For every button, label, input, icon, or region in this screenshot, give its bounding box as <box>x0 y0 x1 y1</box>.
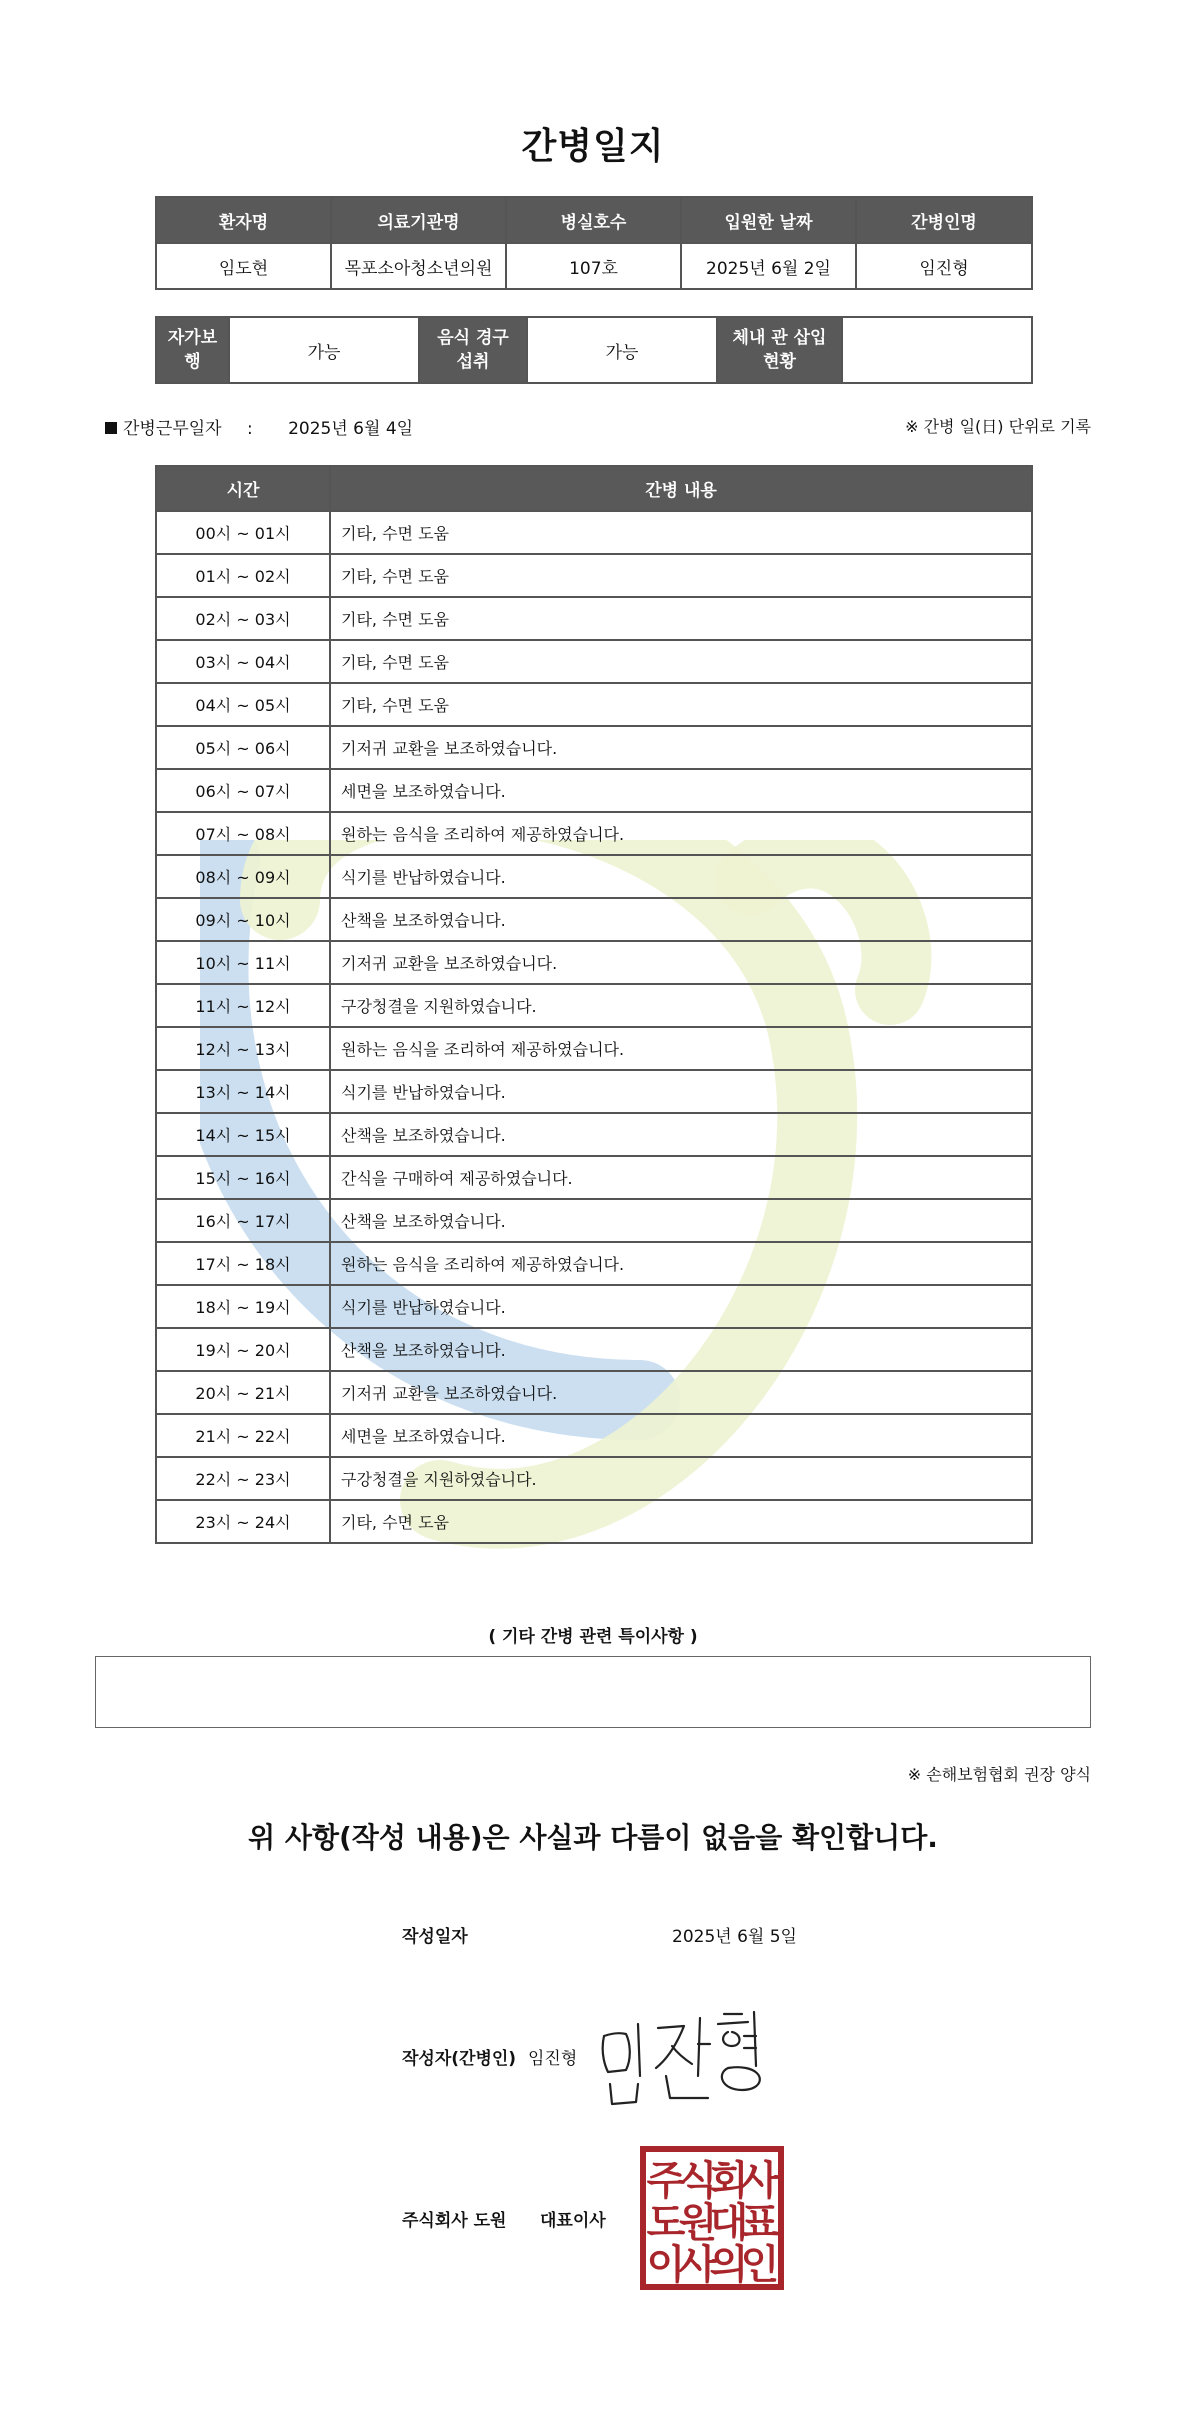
tube-label <box>717 317 842 383</box>
schedule-time: 19시 ~ 20시 <box>156 1328 330 1371</box>
schedule-row <box>156 1457 1032 1500</box>
schedule-row <box>156 597 1032 640</box>
daily-record-note: ※ 간병 일(日) 단위로 기록 <box>905 417 1091 436</box>
writer-label: 작성자(간병인) <box>402 2049 517 2069</box>
schedule-content: 식기를 반납하였습니다. <box>330 1070 1032 1113</box>
schedule-content: 기타, 수면 도움 <box>330 683 1032 726</box>
schedule-time: 02시 ~ 03시 <box>156 597 330 640</box>
schedule-time: 21시 ~ 22시 <box>156 1414 330 1457</box>
schedule-content: 식기를 반납하였습니다. <box>330 1285 1032 1328</box>
svg-text:회: 회 <box>709 2158 749 2204</box>
schedule-row <box>156 1328 1032 1371</box>
svg-text:사: 사 <box>678 2242 718 2288</box>
schedule-content: 기타, 수면 도움 <box>330 1500 1032 1543</box>
schedule-content: 구강청결을 지원하였습니다. <box>330 1457 1032 1500</box>
patient-status-table <box>155 316 1033 384</box>
association-note: ※ 손해보험협회 권장 양식 <box>907 1765 1091 1784</box>
schedule-content: 원하는 음식을 조리하여 제공하였습니다. <box>330 1242 1032 1285</box>
schedule-content: 구강청결을 지원하였습니다. <box>330 984 1032 1027</box>
written-date-label: 작성일자 <box>402 1927 468 1947</box>
company-seal-stamp <box>640 2146 784 2290</box>
svg-text:식: 식 <box>678 2158 718 2204</box>
signature-image <box>596 2006 778 2110</box>
self-care-label <box>156 317 229 383</box>
schedule-content: 세면을 보조하였습니다. <box>330 769 1032 812</box>
header-patient-name: 환자명 <box>156 197 331 243</box>
remarks-box <box>95 1656 1091 1728</box>
header-admission-date: 입원한 날짜 <box>681 197 856 243</box>
schedule-time: 12시 ~ 13시 <box>156 1027 330 1070</box>
schedule-row <box>156 812 1032 855</box>
schedule-content: 산책을 보조하였습니다. <box>330 898 1032 941</box>
schedule-time: 14시 ~ 15시 <box>156 1113 330 1156</box>
schedule-row <box>156 726 1032 769</box>
schedule-time: 03시 ~ 04시 <box>156 640 330 683</box>
schedule-row <box>156 1500 1032 1543</box>
schedule-header-row <box>156 466 1032 511</box>
schedule-content: 원하는 음식을 조리하여 제공하였습니다. <box>330 1027 1032 1070</box>
schedule-row <box>156 1371 1032 1414</box>
schedule-content: 세면을 보조하였습니다. <box>330 1414 1032 1457</box>
schedule-time: 22시 ~ 23시 <box>156 1457 330 1500</box>
schedule-time: 23시 ~ 24시 <box>156 1500 330 1543</box>
schedule-content: 기타, 수면 도움 <box>330 597 1032 640</box>
work-date-line <box>105 414 413 439</box>
schedule-row <box>156 1113 1032 1156</box>
schedule-row <box>156 1414 1032 1457</box>
self-care-value: 가능 <box>229 317 419 383</box>
schedule-row <box>156 511 1032 554</box>
svg-text:이: 이 <box>646 2242 686 2288</box>
schedule-content: 기저귀 교환을 보조하였습니다. <box>330 1371 1032 1414</box>
patient-info-table <box>155 196 1033 290</box>
schedule-time: 08시 ~ 09시 <box>156 855 330 898</box>
schedule-time: 07시 ~ 08시 <box>156 812 330 855</box>
remarks-title: ( 기타 간병 관련 특이사항 ) <box>488 1627 698 1647</box>
admission-date: 2025년 6월 2일 <box>681 243 856 289</box>
header-care-content: 간병 내용 <box>330 466 1032 511</box>
schedule-row <box>156 1027 1032 1070</box>
header-room-number: 병실호수 <box>506 197 681 243</box>
schedule-row <box>156 941 1032 984</box>
caregiver-name: 임진형 <box>856 243 1032 289</box>
document-title: 간병일지 <box>521 126 665 167</box>
square-bullet-icon <box>105 422 117 434</box>
schedule-time: 17시 ~ 18시 <box>156 1242 330 1285</box>
svg-text:원: 원 <box>678 2200 718 2246</box>
schedule-content: 기타, 수면 도움 <box>330 640 1032 683</box>
writer-name: 임진형 <box>528 2049 578 2069</box>
header-time: 시간 <box>156 466 330 511</box>
room-number: 107호 <box>506 243 681 289</box>
svg-text:주: 주 <box>646 2158 686 2204</box>
schedule-content: 원하는 음식을 조리하여 제공하였습니다. <box>330 812 1032 855</box>
svg-text:인: 인 <box>740 2242 780 2288</box>
schedule-time: 20시 ~ 21시 <box>156 1371 330 1414</box>
schedule-time: 13시 ~ 14시 <box>156 1070 330 1113</box>
patient-info-value-row <box>156 243 1032 289</box>
schedule-row <box>156 1242 1032 1285</box>
schedule-row <box>156 683 1032 726</box>
written-date-value: 2025년 6월 5일 <box>672 1927 797 1947</box>
schedule-time: 11시 ~ 12시 <box>156 984 330 1027</box>
oral-intake-label-text: 음식 경구 섭취 <box>437 328 509 372</box>
work-date-value: 2025년 6월 4일 <box>288 419 414 439</box>
schedule-time: 15시 ~ 16시 <box>156 1156 330 1199</box>
schedule-row <box>156 640 1032 683</box>
schedule-time: 00시 ~ 01시 <box>156 511 330 554</box>
schedule-row <box>156 898 1032 941</box>
tube-value <box>842 317 1032 383</box>
care-schedule-table <box>155 465 1033 1544</box>
schedule-content: 기타, 수면 도움 <box>330 554 1032 597</box>
schedule-content: 기저귀 교환을 보조하였습니다. <box>330 941 1032 984</box>
patient-name: 임도현 <box>156 243 331 289</box>
company-name: 주식회사 도원 <box>402 2211 507 2231</box>
oral-intake-label <box>419 317 527 383</box>
schedule-content: 산책을 보조하였습니다. <box>330 1199 1032 1242</box>
schedule-content: 간식을 구매하여 제공하였습니다. <box>330 1156 1032 1199</box>
svg-text:표: 표 <box>740 2200 780 2246</box>
self-care-label-text: 자가보 행 <box>167 328 218 372</box>
schedule-time: 09시 ~ 10시 <box>156 898 330 941</box>
tube-label-text: 체내 관 삽입 현황 <box>732 328 827 372</box>
work-date-label: 간병근무일자 <box>123 419 222 439</box>
schedule-time: 01시 ~ 02시 <box>156 554 330 597</box>
schedule-time: 10시 ~ 11시 <box>156 941 330 984</box>
schedule-row <box>156 855 1032 898</box>
schedule-content: 기타, 수면 도움 <box>330 511 1032 554</box>
schedule-row <box>156 1199 1032 1242</box>
schedule-time: 18시 ~ 19시 <box>156 1285 330 1328</box>
header-hospital-name: 의료기관명 <box>331 197 506 243</box>
schedule-row <box>156 554 1032 597</box>
header-caregiver-name: 간병인명 <box>856 197 1032 243</box>
schedule-row <box>156 1156 1032 1199</box>
svg-text:의: 의 <box>709 2242 749 2288</box>
svg-text:도: 도 <box>646 2200 686 2246</box>
schedule-row <box>156 1070 1032 1113</box>
representative-label: 대표이사 <box>540 2211 606 2231</box>
schedule-row <box>156 984 1032 1027</box>
schedule-time: 16시 ~ 17시 <box>156 1199 330 1242</box>
schedule-time: 05시 ~ 06시 <box>156 726 330 769</box>
schedule-row <box>156 769 1032 812</box>
schedule-content: 산책을 보조하였습니다. <box>330 1328 1032 1371</box>
schedule-content: 기저귀 교환을 보조하였습니다. <box>330 726 1032 769</box>
schedule-time: 04시 ~ 05시 <box>156 683 330 726</box>
schedule-body <box>156 511 1032 1543</box>
hospital-name: 목포소아청소년의원 <box>331 243 506 289</box>
work-date-separator: : <box>246 419 253 439</box>
schedule-time: 06시 ~ 07시 <box>156 769 330 812</box>
confirmation-statement: 위 사항(작성 내용)은 사실과 다름이 없음을 확인합니다. <box>248 1821 938 1854</box>
schedule-content: 산책을 보조하였습니다. <box>330 1113 1032 1156</box>
schedule-row <box>156 1285 1032 1328</box>
schedule-content: 식기를 반납하였습니다. <box>330 855 1032 898</box>
svg-text:사: 사 <box>740 2158 780 2204</box>
svg-text:대: 대 <box>709 2200 749 2246</box>
patient-info-header-row <box>156 197 1032 243</box>
oral-intake-value: 가능 <box>527 317 717 383</box>
